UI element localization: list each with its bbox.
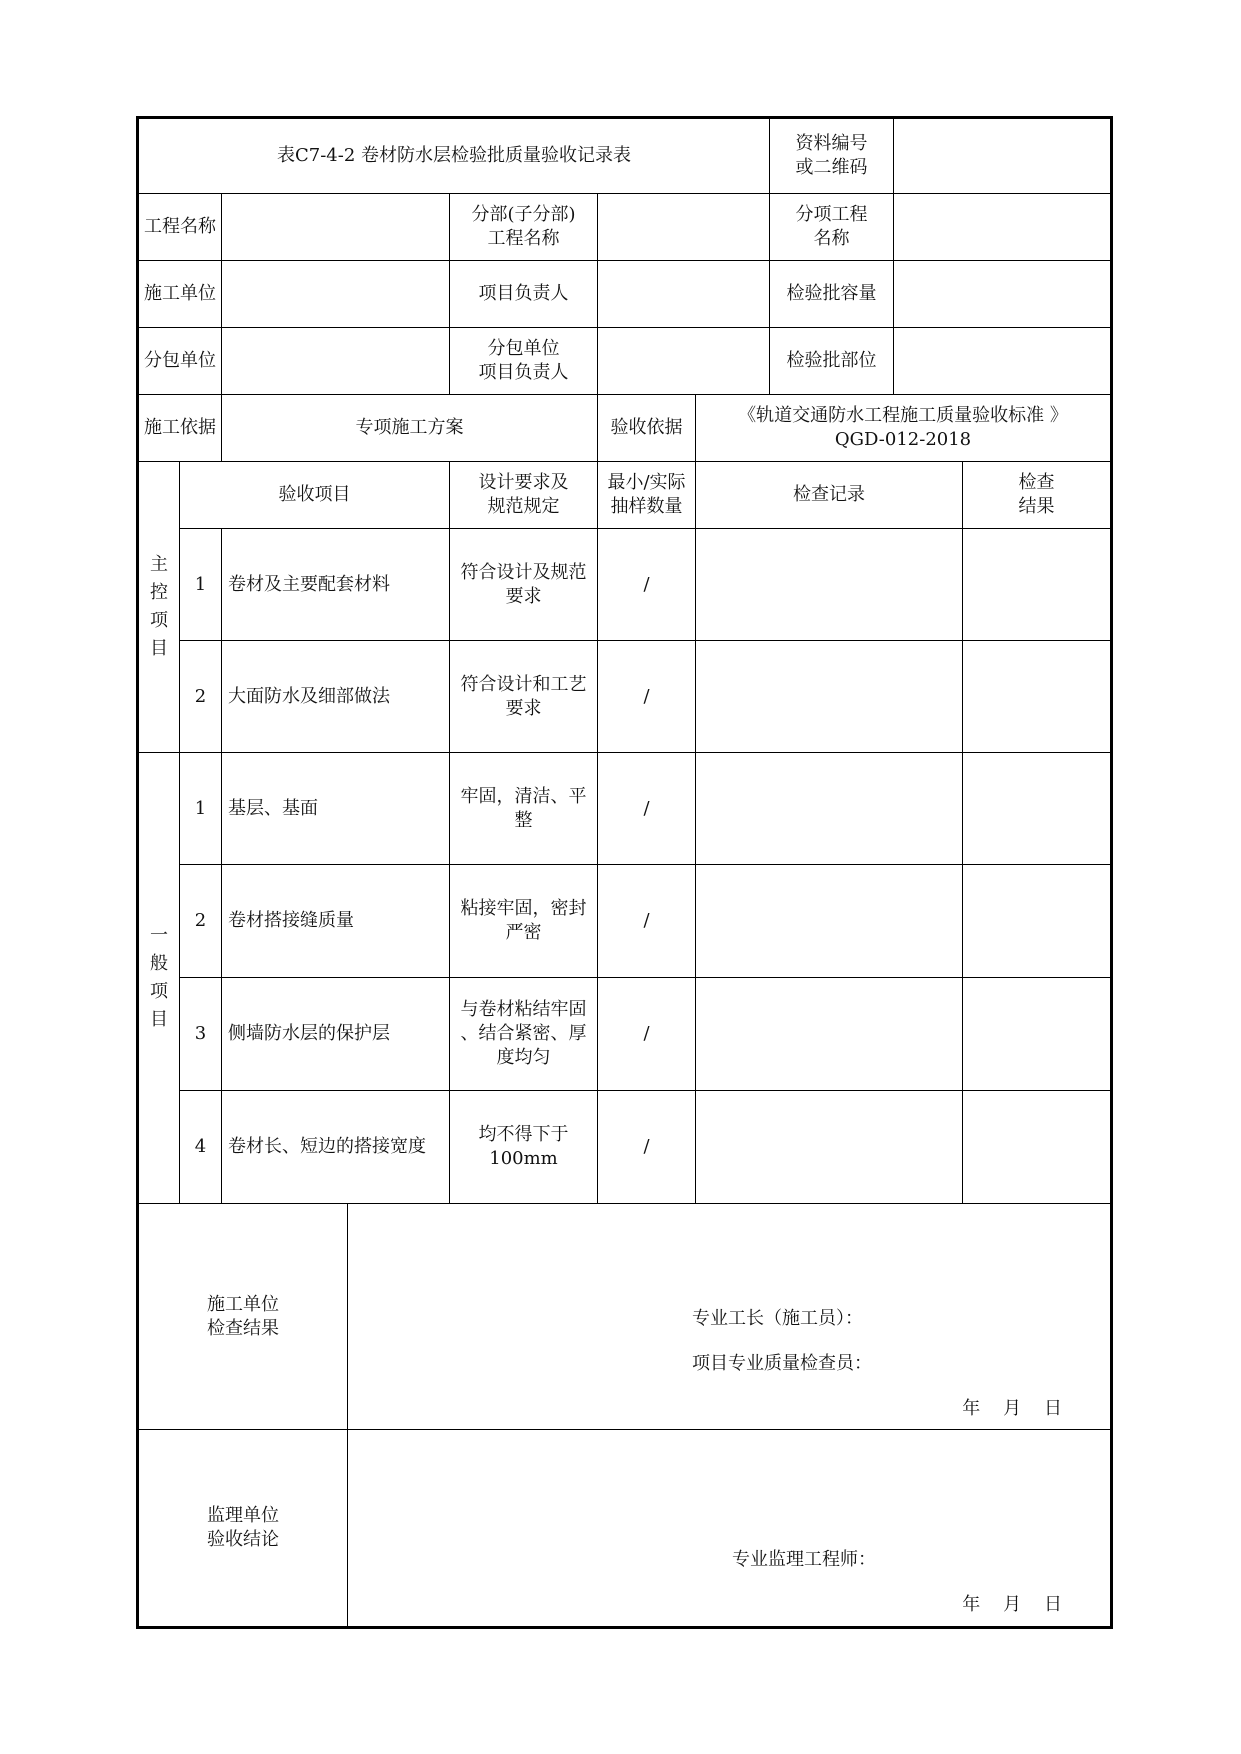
table-row — [138, 978, 1112, 1091]
item-result-field[interactable] — [963, 978, 1112, 1091]
item-record-field[interactable] — [696, 641, 963, 753]
contractor-date-label: 年 月 日 — [962, 1398, 1063, 1419]
item-no: 1 — [180, 753, 222, 865]
item-requirement: 符合设计及规范 要求 — [450, 529, 598, 641]
item-sample: / — [598, 529, 696, 641]
table-row — [138, 641, 1112, 753]
sub-division-label: 分部(子分部) 工程名称 — [450, 194, 598, 261]
item-requirement: 符合设计和工艺 要求 — [450, 641, 598, 753]
item-name: 基层、基面 — [222, 753, 450, 865]
table-row — [138, 1091, 1112, 1204]
item-record-field[interactable] — [696, 1091, 963, 1204]
acceptance-basis-value: 《轨道交通防水工程施工质量验收标准 》 QGD-012-2018 — [696, 395, 1112, 462]
col-header-design-req: 设计要求及 规范规定 — [450, 462, 598, 529]
col-header-sample: 最小/实际 抽样数量 — [598, 462, 696, 529]
item-no: 4 — [180, 1091, 222, 1204]
item-record-field[interactable] — [696, 865, 963, 978]
table-row — [138, 529, 1112, 641]
subcontractor-label: 分包单位 — [138, 328, 222, 395]
project-manager-field[interactable] — [598, 261, 770, 328]
item-name: 卷材及主要配套材料 — [222, 529, 450, 641]
general-items-label: 一 般 项 目 — [138, 753, 180, 1204]
contractor-check-label: 施工单位 检查结果 — [138, 1204, 348, 1430]
table-row — [138, 865, 1112, 978]
acceptance-record-form — [136, 116, 1113, 1629]
sub-item-field[interactable] — [894, 194, 1112, 261]
batch-capacity-field[interactable] — [894, 261, 1112, 328]
item-sample: / — [598, 753, 696, 865]
contractor-field[interactable] — [222, 261, 450, 328]
sub-manager-label: 分包单位 项目负责人 — [450, 328, 598, 395]
main-control-label: 主 控 项 目 — [138, 462, 180, 753]
item-name: 侧墙防水层的保护层 — [222, 978, 450, 1091]
col-header-record: 检查记录 — [696, 462, 963, 529]
code-label: 资料编号 或二维码 — [770, 118, 894, 194]
item-record-field[interactable] — [696, 753, 963, 865]
sub-division-field[interactable] — [598, 194, 770, 261]
item-result-field[interactable] — [963, 1091, 1112, 1204]
item-name: 卷材长、短边的搭接宽度 — [222, 1091, 450, 1204]
item-no: 2 — [180, 865, 222, 978]
item-sample: / — [598, 978, 696, 1091]
item-result-field[interactable] — [963, 753, 1112, 865]
item-name: 卷材搭接缝质量 — [222, 865, 450, 978]
form-table — [136, 116, 1113, 1629]
acceptance-basis-label: 验收依据 — [598, 395, 696, 462]
quality-inspector-signature-label: 项目专业质量检查员： — [692, 1353, 872, 1374]
item-result-field[interactable] — [963, 865, 1112, 978]
project-name-label: 工程名称 — [138, 194, 222, 261]
item-sample: / — [598, 865, 696, 978]
item-requirement: 粘接牢固，密封 严密 — [450, 865, 598, 978]
project-name-field[interactable] — [222, 194, 450, 261]
item-name: 大面防水及细部做法 — [222, 641, 450, 753]
item-sample: / — [598, 1091, 696, 1204]
item-requirement: 均不得下于 100mm — [450, 1091, 598, 1204]
col-header-result: 检查 结果 — [963, 462, 1112, 529]
construction-basis-label: 施工依据 — [138, 395, 222, 462]
sub-manager-field[interactable] — [598, 328, 770, 395]
item-result-field[interactable] — [963, 641, 1112, 753]
project-manager-label: 项目负责人 — [450, 261, 598, 328]
code-field[interactable] — [894, 118, 1112, 194]
batch-capacity-label: 检验批容量 — [770, 261, 894, 328]
contractor-check-area[interactable] — [348, 1204, 1112, 1430]
item-result-field[interactable] — [963, 529, 1112, 641]
construction-basis-value: 专项施工方案 — [222, 395, 598, 462]
supervisor-date-label: 年 月 日 — [962, 1594, 1063, 1615]
item-sample: / — [598, 641, 696, 753]
batch-location-label: 检验批部位 — [770, 328, 894, 395]
col-header-item: 验收项目 — [180, 462, 450, 529]
foreman-signature-label: 专业工长（施工员）： — [692, 1308, 863, 1329]
item-record-field[interactable] — [696, 529, 963, 641]
item-requirement: 牢固，清洁、平 整 — [450, 753, 598, 865]
batch-location-field[interactable] — [894, 328, 1112, 395]
sub-item-label: 分项工程 名称 — [770, 194, 894, 261]
form-title: 表C7-4-2 卷材防水层检验批质量验收记录表 — [138, 118, 770, 194]
item-record-field[interactable] — [696, 978, 963, 1091]
contractor-label: 施工单位 — [138, 261, 222, 328]
table-row — [138, 753, 1112, 865]
subcontractor-field[interactable] — [222, 328, 450, 395]
item-no: 2 — [180, 641, 222, 753]
item-no: 3 — [180, 978, 222, 1091]
supervisor-check-area[interactable] — [348, 1430, 1112, 1628]
item-requirement: 与卷材粘结牢固 、结合紧密、厚 度均匀 — [450, 978, 598, 1091]
supervisor-check-label: 监理单位 验收结论 — [138, 1430, 348, 1628]
supervising-engineer-signature-label: 专业监理工程师： — [732, 1549, 876, 1570]
item-no: 1 — [180, 529, 222, 641]
